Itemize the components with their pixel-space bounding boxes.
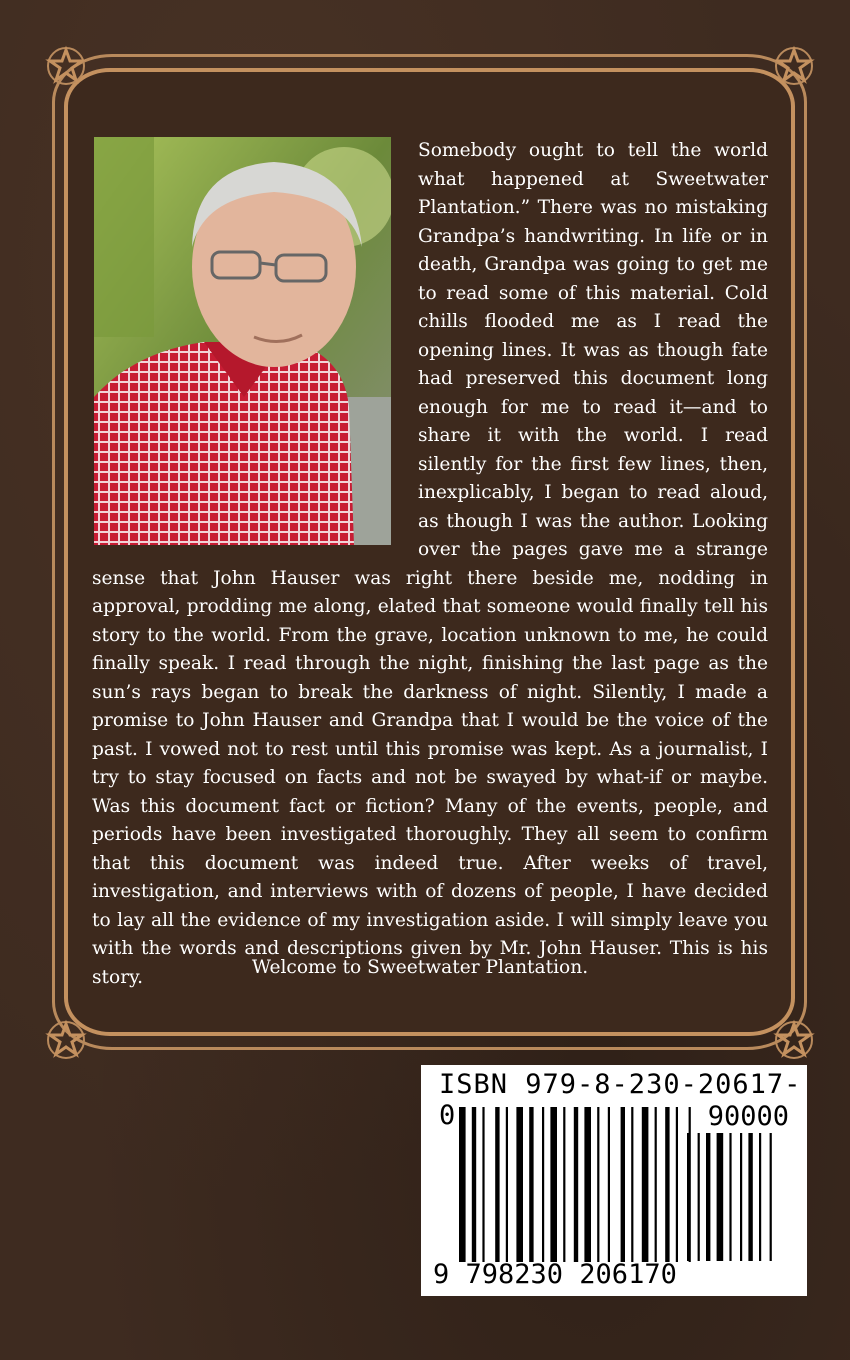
barcode-digits: 9 798230 206170 — [433, 1259, 677, 1290]
star-icon — [44, 1018, 88, 1062]
portrait-spacer — [92, 137, 418, 557]
closing-line: Welcome to Sweetwater Plantation. — [251, 957, 589, 978]
star-icon — [772, 44, 816, 88]
isbn-label: ISBN 979-8-230-20617-0 — [439, 1069, 802, 1131]
isbn-barcode — [421, 1065, 807, 1296]
blurb-text: Somebody ought to tell the world what happened at Sweetwater Plantation.” There was no mistaking Grandpa’s handwriting. In life or in death, Grandpa was going to get me to read some of this material. Cold chills flooded me as I read the opening lines. It was as though fate had preserved this document long enough for me to read it—and to share it with the world. I read silently for the first few lines, then, inexplicably, I began to read aloud, as though I was the author. Looking over the pages gave me a strange sense that John Hauser was right there beside me, nodding in approval, prodding me along, elated that someone would finally tell his story to the world. From the grave, location unknown to me, he could finally speak. I read through the night, finishing the last page as the sun’s rays began to break the darkness of night. Silently, I made a promise to John Hauser and Grandpa that I would be the voice of the past. I vowed not to rest until this promise was kept. As a journalist, I try to stay focused on facts and not be swayed by what-if or maybe. Was this document fact or fiction? Many of the events, people, and periods have been investigated thoroughly. They all seem to confirm that this document was indeed true. After weeks of travel, investigation, and interviews with of dozens of people, I have decided to lay all the evidence of my investigation aside. I will simply leave you with the words and descriptions given by Mr. John Hauser. This is his story. — [92, 140, 768, 988]
price-code: 90000 — [707, 1101, 789, 1132]
back-cover-blurb — [92, 137, 768, 992]
star-icon — [44, 44, 88, 88]
star-icon — [772, 1018, 816, 1062]
